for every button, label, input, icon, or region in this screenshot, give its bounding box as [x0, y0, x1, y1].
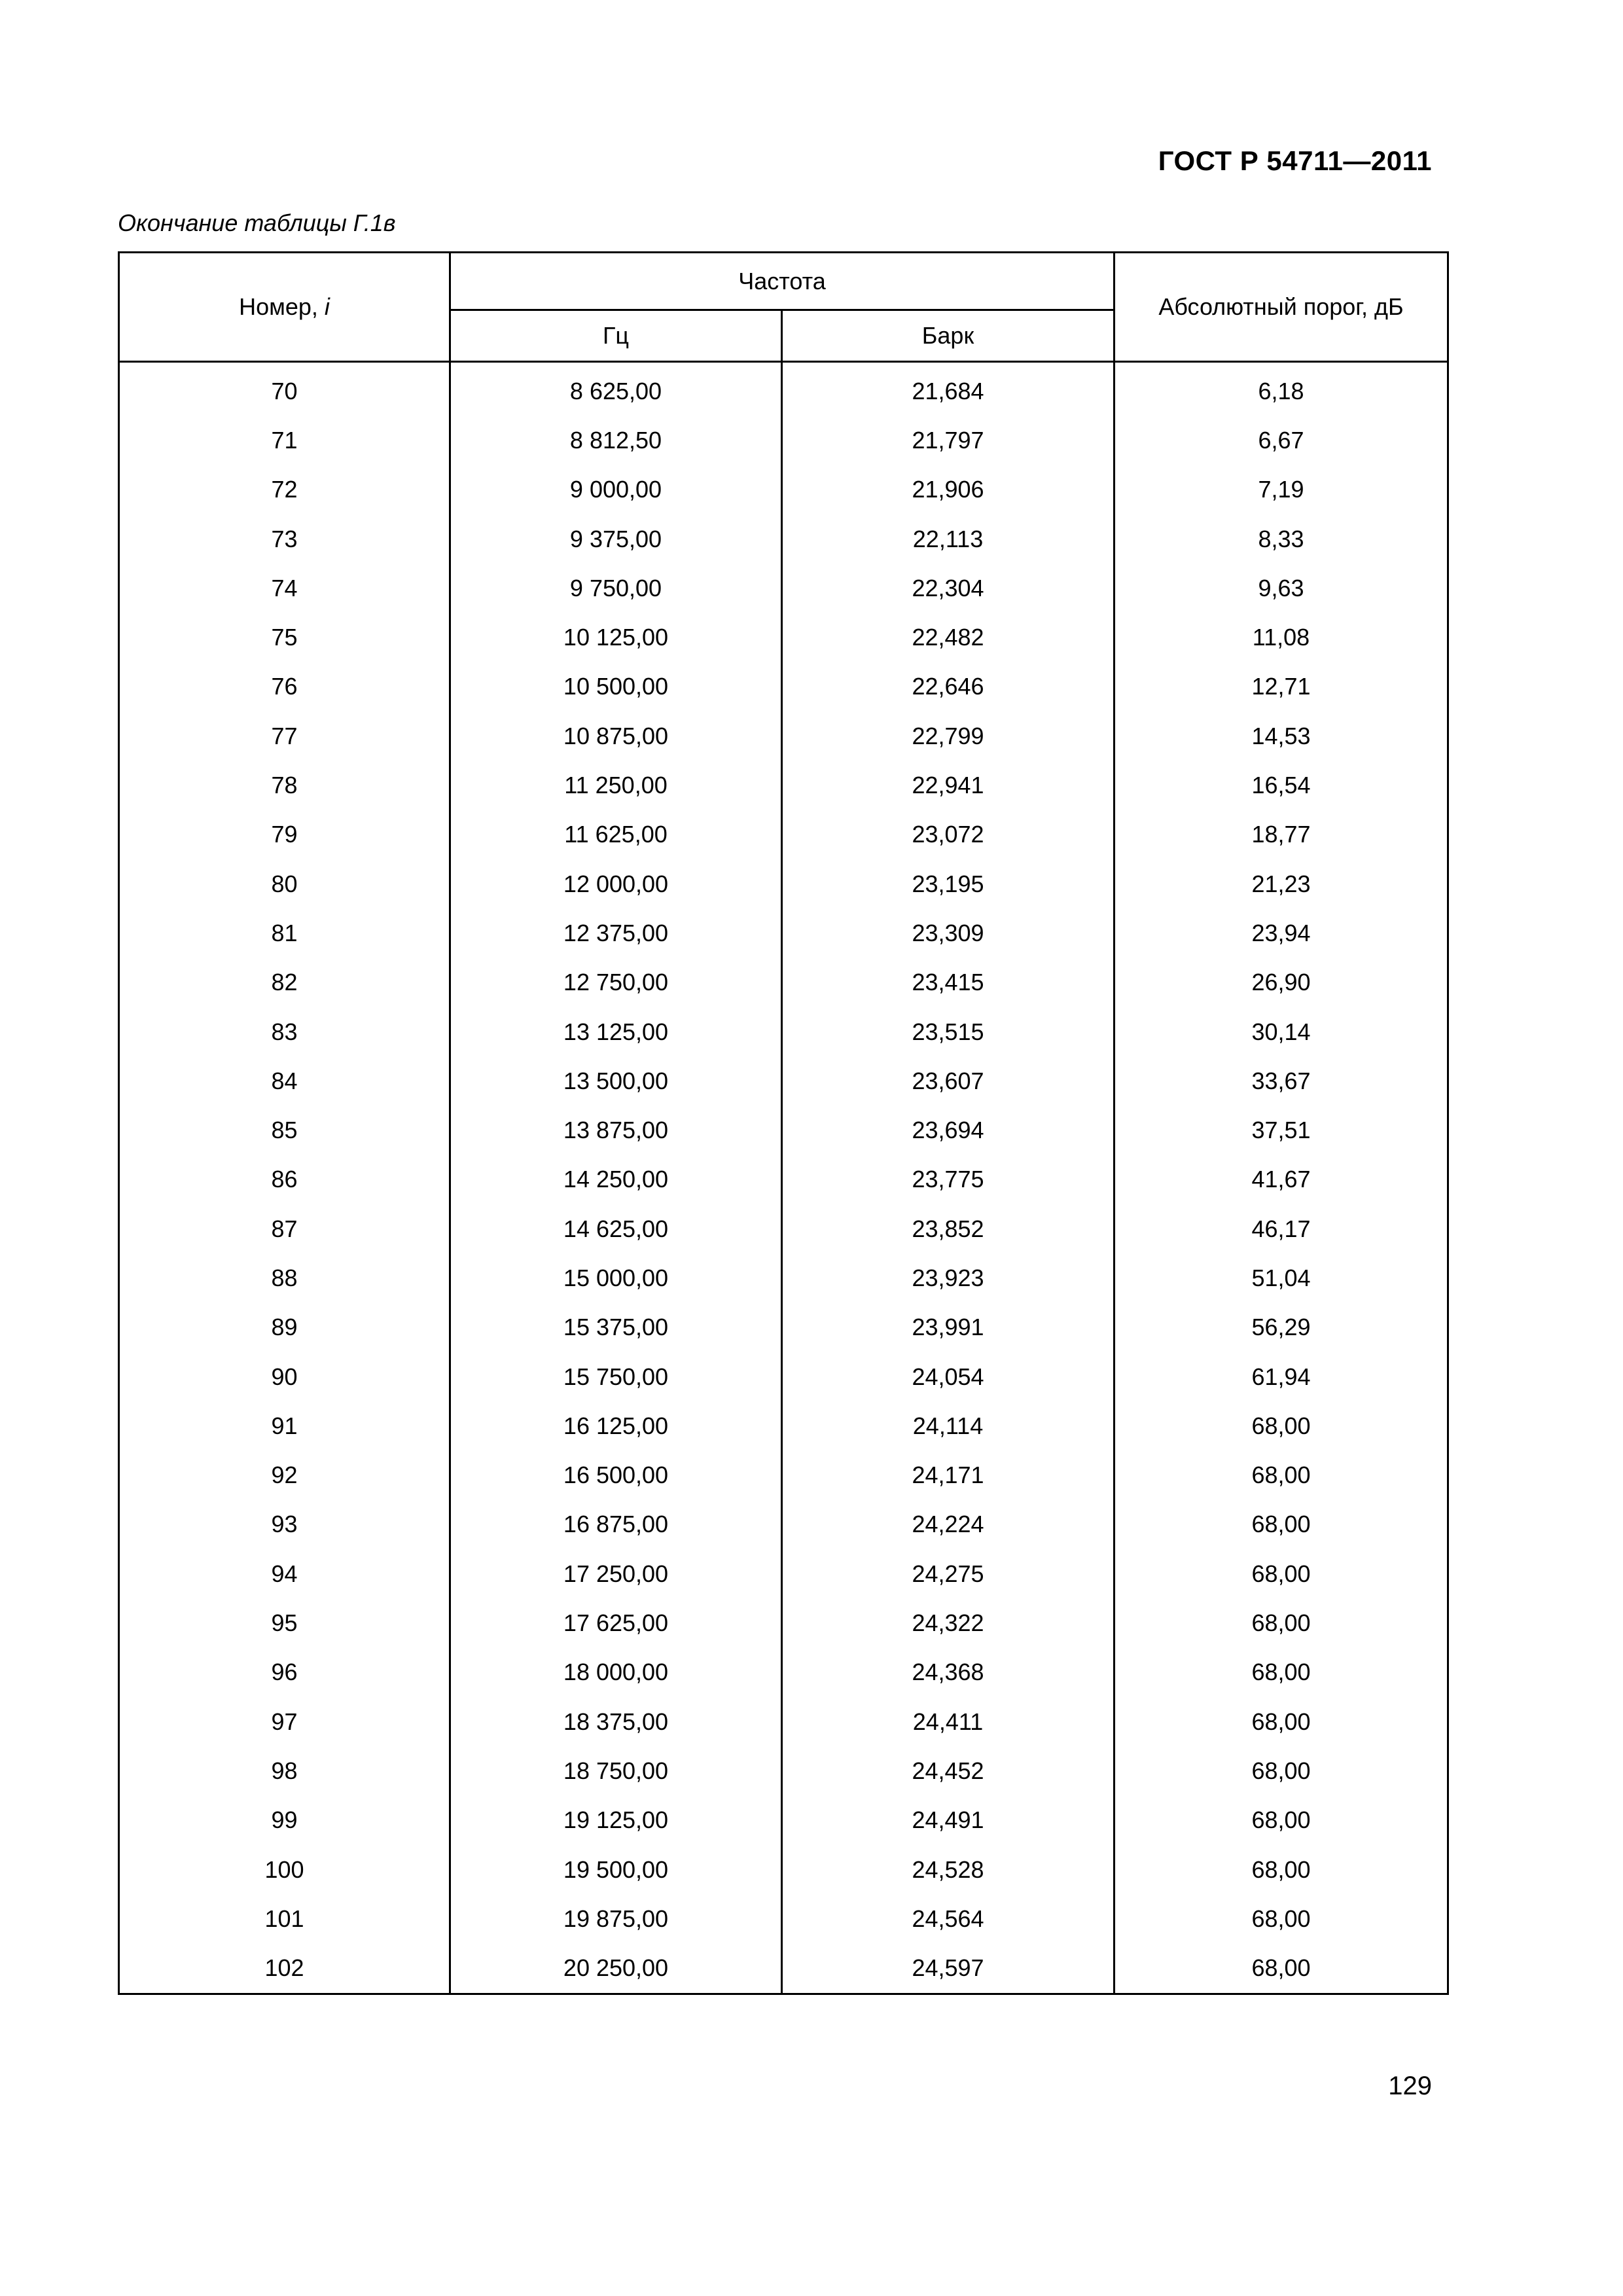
cell-threshold: 23,94	[1115, 908, 1448, 958]
cell-hz: 16 500,00	[450, 1451, 782, 1500]
cell-number: 73	[119, 514, 450, 564]
cell-threshold: 6,67	[1115, 416, 1448, 465]
table-row	[119, 1648, 1448, 1697]
cell-bark: 23,072	[782, 810, 1115, 859]
cell-threshold: 11,08	[1115, 613, 1448, 662]
table-row	[119, 1549, 1448, 1598]
cell-threshold: 68,00	[1115, 1648, 1448, 1697]
cell-bark: 22,799	[782, 711, 1115, 761]
cell-number: 80	[119, 859, 450, 908]
header-number-label: Номер,	[239, 293, 318, 320]
cell-hz: 12 000,00	[450, 859, 782, 908]
cell-number: 86	[119, 1155, 450, 1204]
table-row	[119, 1746, 1448, 1795]
cell-bark: 24,114	[782, 1401, 1115, 1450]
cell-hz: 19 500,00	[450, 1845, 782, 1894]
page-number: 129	[1388, 2072, 1432, 2100]
cell-threshold: 68,00	[1115, 1845, 1448, 1894]
table-row	[119, 1105, 1448, 1155]
cell-threshold: 6,18	[1115, 367, 1448, 416]
cell-threshold: 68,00	[1115, 1746, 1448, 1795]
cell-hz: 20 250,00	[450, 1944, 782, 1994]
table-row	[119, 1500, 1448, 1549]
table-row	[119, 416, 1448, 465]
cell-threshold: 7,19	[1115, 465, 1448, 514]
cell-bark: 24,171	[782, 1451, 1115, 1500]
cell-number: 78	[119, 761, 450, 810]
cell-threshold: 41,67	[1115, 1155, 1448, 1204]
header-number-var: i	[324, 293, 330, 320]
cell-hz: 12 375,00	[450, 908, 782, 958]
cell-threshold: 12,71	[1115, 662, 1448, 711]
table-row	[119, 1155, 1448, 1204]
cell-hz: 9 000,00	[450, 465, 782, 514]
cell-bark: 22,113	[782, 514, 1115, 564]
header-bark: Барк	[782, 310, 1115, 362]
table-row	[119, 810, 1448, 859]
cell-number: 91	[119, 1401, 450, 1450]
table-row	[119, 514, 1448, 564]
cell-hz: 8 625,00	[450, 367, 782, 416]
threshold-table	[118, 251, 1449, 1995]
header-number	[119, 253, 450, 362]
cell-hz: 10 125,00	[450, 613, 782, 662]
cell-bark: 24,275	[782, 1549, 1115, 1598]
cell-threshold: 14,53	[1115, 711, 1448, 761]
table-row	[119, 613, 1448, 662]
cell-threshold: 8,33	[1115, 514, 1448, 564]
cell-threshold: 56,29	[1115, 1303, 1448, 1352]
cell-bark: 24,564	[782, 1894, 1115, 1943]
table-row	[119, 662, 1448, 711]
cell-bark: 24,322	[782, 1598, 1115, 1647]
cell-bark: 24,597	[782, 1944, 1115, 1994]
cell-bark: 23,607	[782, 1056, 1115, 1105]
cell-threshold: 61,94	[1115, 1352, 1448, 1401]
table-row	[119, 1894, 1448, 1943]
cell-bark: 22,482	[782, 613, 1115, 662]
cell-threshold: 68,00	[1115, 1549, 1448, 1598]
cell-bark: 24,528	[782, 1845, 1115, 1894]
cell-number: 71	[119, 416, 450, 465]
cell-threshold: 18,77	[1115, 810, 1448, 859]
cell-number: 88	[119, 1253, 450, 1302]
table-row	[119, 908, 1448, 958]
cell-hz: 13 875,00	[450, 1105, 782, 1155]
cell-number: 90	[119, 1352, 450, 1401]
cell-number: 83	[119, 1007, 450, 1056]
cell-number: 93	[119, 1500, 450, 1549]
table-row	[119, 1697, 1448, 1746]
cell-threshold: 68,00	[1115, 1500, 1448, 1549]
cell-bark: 23,775	[782, 1155, 1115, 1204]
cell-hz: 10 875,00	[450, 711, 782, 761]
cell-hz: 13 125,00	[450, 1007, 782, 1056]
cell-bark: 24,054	[782, 1352, 1115, 1401]
table-row	[119, 1056, 1448, 1105]
cell-bark: 21,797	[782, 416, 1115, 465]
cell-hz: 19 875,00	[450, 1894, 782, 1943]
cell-number: 82	[119, 958, 450, 1007]
cell-hz: 17 625,00	[450, 1598, 782, 1647]
table-row	[119, 1401, 1448, 1450]
cell-number: 79	[119, 810, 450, 859]
cell-hz: 17 250,00	[450, 1549, 782, 1598]
cell-hz: 14 250,00	[450, 1155, 782, 1204]
cell-bark: 24,452	[782, 1746, 1115, 1795]
cell-number: 75	[119, 613, 450, 662]
cell-threshold: 37,51	[1115, 1105, 1448, 1155]
table-caption: Окончание таблицы Г.1в	[118, 209, 396, 236]
cell-number: 72	[119, 465, 450, 514]
cell-bark: 23,415	[782, 958, 1115, 1007]
cell-hz: 18 375,00	[450, 1697, 782, 1746]
table-row	[119, 711, 1448, 761]
table-row	[119, 1253, 1448, 1302]
cell-threshold: 16,54	[1115, 761, 1448, 810]
cell-threshold: 68,00	[1115, 1697, 1448, 1746]
cell-threshold: 51,04	[1115, 1253, 1448, 1302]
cell-bark: 21,684	[782, 367, 1115, 416]
cell-hz: 9 750,00	[450, 564, 782, 613]
cell-number: 100	[119, 1845, 450, 1894]
cell-number: 76	[119, 662, 450, 711]
table-row	[119, 958, 1448, 1007]
table-row	[119, 1944, 1448, 1994]
table-row	[119, 1845, 1448, 1894]
cell-number: 98	[119, 1746, 450, 1795]
cell-bark: 23,694	[782, 1105, 1115, 1155]
cell-threshold: 68,00	[1115, 1598, 1448, 1647]
cell-bark: 22,304	[782, 564, 1115, 613]
cell-bark: 23,923	[782, 1253, 1115, 1302]
cell-hz: 11 625,00	[450, 810, 782, 859]
cell-bark: 24,368	[782, 1648, 1115, 1697]
cell-hz: 14 625,00	[450, 1204, 782, 1253]
cell-number: 85	[119, 1105, 450, 1155]
table-row	[119, 564, 1448, 613]
cell-bark: 22,646	[782, 662, 1115, 711]
table-body	[119, 362, 1448, 1994]
cell-bark: 24,224	[782, 1500, 1115, 1549]
cell-number: 102	[119, 1944, 450, 1994]
cell-threshold: 26,90	[1115, 958, 1448, 1007]
cell-number: 89	[119, 1303, 450, 1352]
table-row	[119, 1204, 1448, 1253]
cell-bark: 23,195	[782, 859, 1115, 908]
table-row	[119, 465, 1448, 514]
cell-number: 99	[119, 1796, 450, 1845]
table-row	[119, 1303, 1448, 1352]
table-header	[119, 253, 1448, 362]
cell-bark: 24,411	[782, 1697, 1115, 1746]
table-row	[119, 761, 1448, 810]
cell-number: 74	[119, 564, 450, 613]
cell-hz: 15 000,00	[450, 1253, 782, 1302]
cell-threshold: 68,00	[1115, 1796, 1448, 1845]
cell-hz: 12 750,00	[450, 958, 782, 1007]
cell-hz: 8 812,50	[450, 416, 782, 465]
cell-threshold: 33,67	[1115, 1056, 1448, 1105]
header-hz: Гц	[450, 310, 782, 362]
cell-threshold: 68,00	[1115, 1451, 1448, 1500]
cell-bark: 23,309	[782, 908, 1115, 958]
table-row	[119, 1796, 1448, 1845]
table-row	[119, 859, 1448, 908]
cell-threshold: 30,14	[1115, 1007, 1448, 1056]
cell-number: 81	[119, 908, 450, 958]
cell-number: 87	[119, 1204, 450, 1253]
cell-number: 97	[119, 1697, 450, 1746]
cell-hz: 18 000,00	[450, 1648, 782, 1697]
cell-threshold: 68,00	[1115, 1401, 1448, 1450]
cell-number: 70	[119, 367, 450, 416]
cell-threshold: 21,23	[1115, 859, 1448, 908]
header-frequency: Частота	[450, 253, 1115, 310]
cell-hz: 10 500,00	[450, 662, 782, 711]
cell-hz: 11 250,00	[450, 761, 782, 810]
cell-bark: 23,991	[782, 1303, 1115, 1352]
cell-threshold: 68,00	[1115, 1894, 1448, 1943]
cell-hz: 16 125,00	[450, 1401, 782, 1450]
cell-bark: 23,515	[782, 1007, 1115, 1056]
cell-threshold: 46,17	[1115, 1204, 1448, 1253]
cell-hz: 19 125,00	[450, 1796, 782, 1845]
cell-hz: 9 375,00	[450, 514, 782, 564]
cell-number: 96	[119, 1648, 450, 1697]
table-row	[119, 1451, 1448, 1500]
table-row	[119, 1598, 1448, 1647]
cell-hz: 16 875,00	[450, 1500, 782, 1549]
cell-bark: 22,941	[782, 761, 1115, 810]
table-row	[119, 1007, 1448, 1056]
cell-hz: 15 375,00	[450, 1303, 782, 1352]
cell-hz: 13 500,00	[450, 1056, 782, 1105]
cell-bark: 24,491	[782, 1796, 1115, 1845]
cell-number: 94	[119, 1549, 450, 1598]
cell-bark: 23,852	[782, 1204, 1115, 1253]
cell-number: 84	[119, 1056, 450, 1105]
cell-threshold: 9,63	[1115, 564, 1448, 613]
table-row	[119, 1352, 1448, 1401]
document-code: ГОСТ Р 54711—2011	[1158, 145, 1432, 176]
header-threshold: Абсолютный порог, дБ	[1115, 253, 1448, 362]
cell-number: 77	[119, 711, 450, 761]
cell-threshold: 68,00	[1115, 1944, 1448, 1994]
cell-hz: 15 750,00	[450, 1352, 782, 1401]
table-row	[119, 367, 1448, 416]
cell-bark: 21,906	[782, 465, 1115, 514]
cell-number: 95	[119, 1598, 450, 1647]
cell-number: 92	[119, 1451, 450, 1500]
cell-hz: 18 750,00	[450, 1746, 782, 1795]
cell-number: 101	[119, 1894, 450, 1943]
